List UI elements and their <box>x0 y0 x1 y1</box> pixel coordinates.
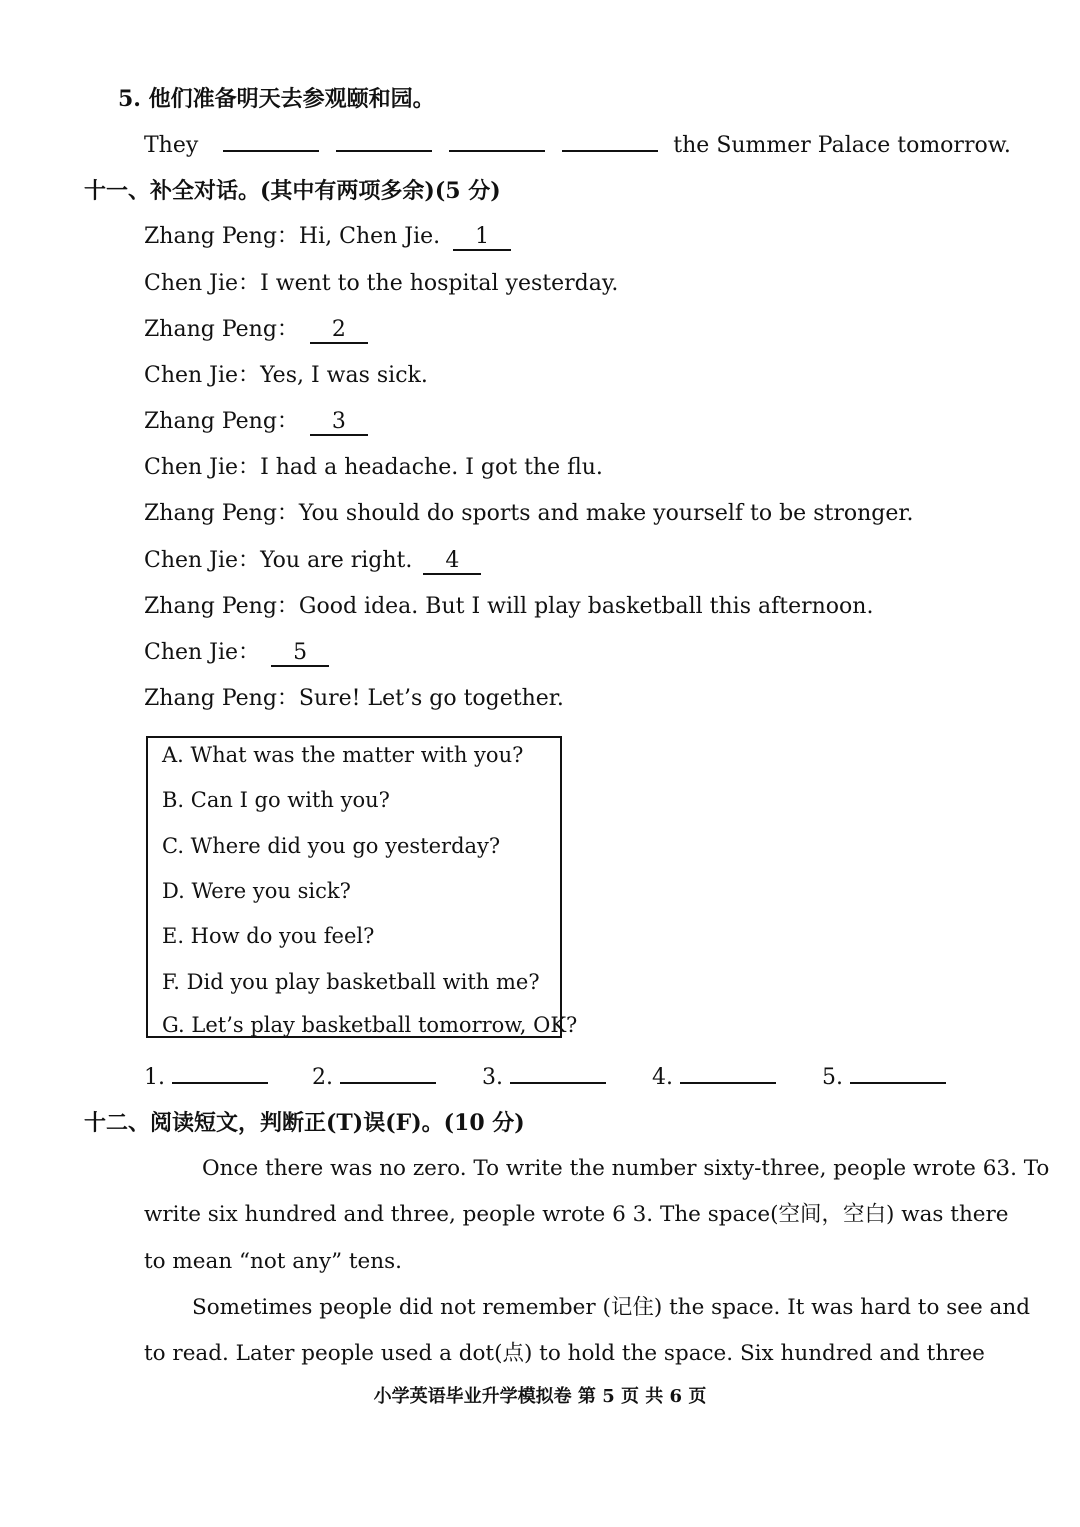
q5-blank-1[interactable] <box>223 130 319 152</box>
answer-3 <box>482 1062 606 1093</box>
option-b: B. Can I go with you? <box>162 788 390 812</box>
q5-sentence <box>144 130 1011 161</box>
speaker: Zhang Peng： <box>144 317 299 342</box>
dialogue-line <box>144 546 481 576</box>
speaker: Zhang Peng： <box>144 501 299 526</box>
q5-blank-4[interactable] <box>562 130 658 152</box>
dialogue-line <box>144 453 603 483</box>
speaker: Zhang Peng： <box>144 594 299 619</box>
speaker: Zhang Peng： <box>144 686 299 711</box>
dialogue-blank-1[interactable]: 1 <box>453 225 511 251</box>
answer-4 <box>652 1062 776 1093</box>
q5-after: the Summer Palace tomorrow. <box>673 133 1011 158</box>
dialogue-line <box>144 269 618 299</box>
dialogue-line <box>144 592 873 622</box>
dialogue-blank-5[interactable]: 5 <box>271 641 329 667</box>
speaker: Chen Jie： <box>144 455 261 480</box>
dialogue-line <box>144 222 511 252</box>
dialogue-line <box>144 407 368 437</box>
answer-label: 3. <box>482 1065 503 1090</box>
q5-blank-2[interactable] <box>336 130 432 152</box>
dialogue-line <box>144 361 428 391</box>
speaker: Chen Jie： <box>144 271 261 296</box>
section-12-heading: 十二、阅读短文，判断正(T)误(F)。(10 分) <box>84 1110 525 1136</box>
option-e: E. How do you feel? <box>162 924 375 948</box>
answer-1 <box>144 1062 268 1093</box>
passage-p1-line-2: write six hundred and three, people wrote 6 3. The space(空间，空白) was there <box>144 1202 1009 1227</box>
q5-before: They <box>144 133 199 158</box>
dialogue-text: Hi, Chen Jie. <box>298 224 441 249</box>
q5-blank-3[interactable] <box>449 130 545 152</box>
dialogue-text: Good idea. But I will play basketball this afternoon. <box>298 594 874 619</box>
answer-label: 5. <box>822 1065 843 1090</box>
answer-blank-5[interactable] <box>850 1062 946 1084</box>
passage-p2-line-2: to read. Later people used a dot(点) to hold the space. Six hundred and three <box>144 1341 985 1366</box>
option-c: C. Where did you go yesterday? <box>162 834 501 858</box>
answer-5 <box>822 1062 946 1093</box>
answer-label: 2. <box>312 1065 333 1090</box>
answer-2 <box>312 1062 436 1093</box>
options-box <box>146 736 578 1038</box>
answer-blank-2[interactable] <box>340 1062 436 1084</box>
dialogue-line <box>144 315 368 345</box>
answer-blank-4[interactable] <box>680 1062 776 1084</box>
answer-blank-3[interactable] <box>510 1062 606 1084</box>
speaker: Chen Jie： <box>144 640 261 665</box>
dialogue-line <box>144 638 329 668</box>
passage-p1-line-1: Once there was no zero. To write the number sixty-three, people wrote 63. To <box>202 1156 1050 1181</box>
dialogue-text: I went to the hospital yesterday. <box>260 271 619 296</box>
page-footer: 小学英语毕业升学模拟卷 第 5 页 共 6 页 <box>373 1386 707 1407</box>
passage-p1-line-3: to mean “not any” tens. <box>144 1249 402 1274</box>
q5-prompt: 5. 他们准备明天去参观颐和园。 <box>118 86 435 112</box>
answer-label: 1. <box>144 1065 165 1090</box>
speaker: Zhang Peng： <box>144 224 299 249</box>
dialogue-blank-3[interactable]: 3 <box>310 410 368 436</box>
speaker: Chen Jie： <box>144 548 261 573</box>
answer-blank-1[interactable] <box>172 1062 268 1084</box>
dialogue-text: You are right. <box>260 548 413 573</box>
option-a: A. What was the matter with you? <box>162 743 524 767</box>
passage-p2-line-1: Sometimes people did not remember (记住) the space. It was hard to see and <box>192 1295 1030 1320</box>
dialogue-text: Sure! Let’s go together. <box>298 686 564 711</box>
dialogue-blank-2[interactable]: 2 <box>310 318 368 344</box>
option-g: G. Let’s play basketball tomorrow, OK? <box>162 1013 578 1037</box>
answer-label: 4. <box>652 1065 673 1090</box>
speaker: Zhang Peng： <box>144 409 299 434</box>
dialogue-blank-4[interactable]: 4 <box>423 549 481 575</box>
speaker: Chen Jie： <box>144 363 261 388</box>
option-f: F. Did you play basketball with me? <box>162 970 540 994</box>
dialogue-text: You should do sports and make yourself to be stronger. <box>298 501 914 526</box>
dialogue-line <box>144 499 913 529</box>
option-d: D. Were you sick? <box>162 879 351 903</box>
dialogue-text: I had a headache. I got the flu. <box>260 455 603 480</box>
dialogue-line <box>144 684 564 714</box>
dialogue-text: Yes, I was sick. <box>260 363 428 388</box>
section-11-heading: 十一、补全对话。(其中有两项多余)(5 分) <box>84 178 501 204</box>
